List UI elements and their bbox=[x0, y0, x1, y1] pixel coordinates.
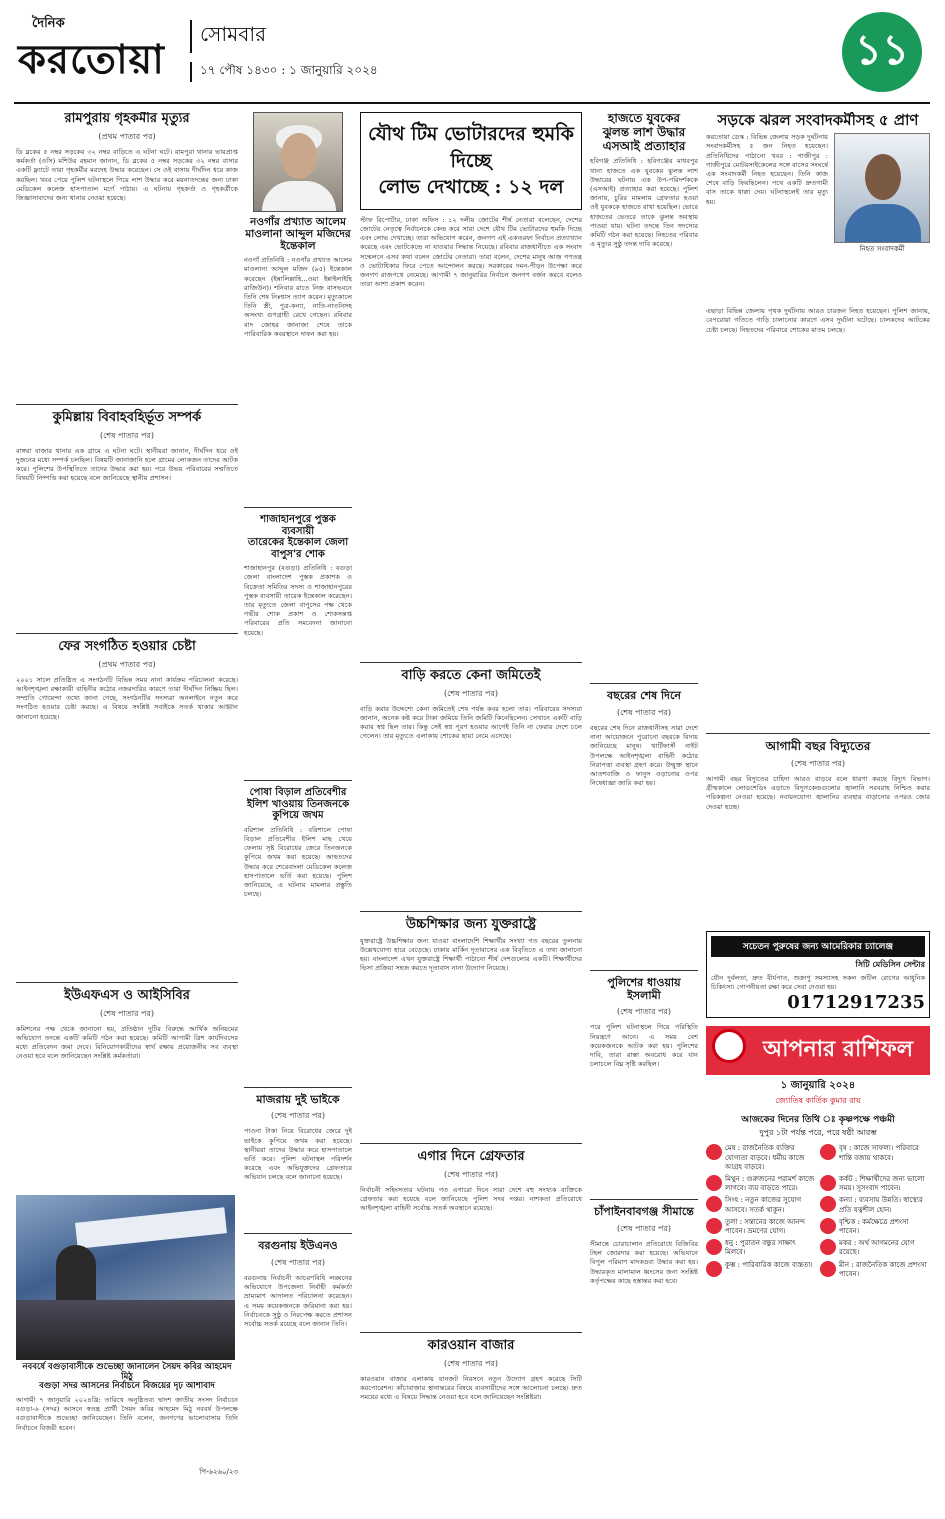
horoscope-item bbox=[706, 1144, 816, 1172]
continuation-note: (শেষ পাতার পর) bbox=[270, 1111, 326, 1121]
headline-obituary: নওগাঁর প্রখ্যাত আলেম মাওলানা আব্দুল মজিদের ইন্তেকাল bbox=[245, 216, 351, 253]
victim-face bbox=[865, 154, 901, 200]
column-3 bbox=[360, 112, 582, 1512]
horoscope-list bbox=[706, 1144, 930, 1282]
article-arrest: নির্বাচনী সহিংসতার ঘটনায় গত এগারো দিনে সারা দেশে বহু সংখ্যক ব্যক্তিকে গ্রেফতার করা হয়েছে বলে জানিয়েছে পুলিশ সদর দপ্তর। নাশকতা প্রতিরোধে আইনশৃঙ্খলা বাহিনী সর্বোচ্চ সতর্ক অবস্থানে রয়েছে। bbox=[360, 1185, 582, 1212]
article-cumilla: বাঙ্গরা বাজার থানার এক গ্রামে এ ঘটনা ঘটে। স্থানীয়রা জানান, দীর্ঘদিন ধরে ওই দুজনের মধ্যে সম্পর্ক চলছিল। বিষয়টি জানাজানি হলে গ্রামের লোকজন তাদের আটক করে। পুলিশের উপস্থিতিতে তাদের উদ্ধার করা হয়। পরে উভয় পরিবারের সম্মতিতে বিষয়টি নিষ্পত্তি করা হয়েছে বলে জানিয়েছে স্থানীয় প্রশাসন। bbox=[16, 446, 238, 483]
horoscope-item-text: সিংহ : নতুন কাজের সুযোগ আসবে। সতর্ক থাকুন। bbox=[725, 1196, 802, 1214]
horoscope-title: আপনার রাশিফল bbox=[762, 1036, 914, 1063]
continuation-note: (শেষ পাতার পর) bbox=[99, 1008, 155, 1018]
divider bbox=[360, 1332, 582, 1333]
headline-cat: পোষা বিড়াল প্রতিবেশীর ইলিশ খাওয়ায় তিনজনকে কুপিয়ে জখম bbox=[246, 787, 350, 822]
article-shajahanpur: শাজাহানপুর (বগুড়া) প্রতিনিধি : বগুড়া জেলা বাংলাদেশ পুস্তক প্রকাশক ও বিক্রেতা সমিতির সদস্য ও শাজাহানপুরের পুস্তক ব্যবসায়ী তারেক ইন্তেকাল করেছেন। তার মৃত্যুতে জেলা বাপুসের পক্ষ থেকে গভীর শোক প্রকাশ ও শোকসন্তপ্ত পরিবারের প্রতি সমবেদনা জানানো হয়েছে। bbox=[244, 564, 352, 637]
headline-ufs: ইউএফএস ও আইসিবির bbox=[64, 987, 190, 1003]
zodiac-sign-icon bbox=[820, 1261, 836, 1277]
headline-electricity: আগামী বছর বিদ্যুতের bbox=[765, 739, 871, 754]
horoscope-item-text: কর্কট : শিক্ষার্থীদের জন্য ভালো সময়। সুসংবাদ পাবেন। bbox=[839, 1175, 925, 1193]
headline-rampura: রামপুরায় গৃহকর্মীর মৃত্যুর bbox=[64, 112, 190, 126]
continuation-note: (শেষ পাতার পর) bbox=[443, 1358, 499, 1368]
headline-border: চাঁপাইনবাবগঞ্জ সীমান্তে bbox=[594, 1205, 694, 1219]
article-land: বাড়ি করার উদ্দেশ্যে কেনা জমিতেই শেষ পর্যন্ত কবর হলো তার। পরিবারের সদস্যরা জানান, অনেক কষ্ট করে টাকা জমিয়ে তিনি জমিটি কিনেছিলেন। সেখানে একটি বাড়ি করার স্বপ্ন ছিল তার। কিন্তু সেই স্বপ্ন পূরণ হওয়ার আগেই তিনি না ফেরার দেশে চলে গেলেন। তার মৃত্যুতে এলাকায় শোকের ছায়া নেমে এসেছে। bbox=[360, 704, 582, 741]
continuation-note: (শেষ পাতার পর) bbox=[616, 1223, 672, 1233]
divider bbox=[16, 633, 238, 634]
horoscope-date: ১ জানুয়ারি ২০২৪ bbox=[780, 1080, 856, 1092]
article-barguna: বরগুনায় নির্বাচনী আচরণবিধি লঙ্ঘনের অভিযোগে উপজেলা নির্বাহী কর্মকর্তা ভ্রাম্যমাণ আদালত পরিচালনা করেছেন। এ সময় কয়েকজনকে জরিমানা করা হয়। নির্বাচনকে সুষ্ঠু ও নিরপেক্ষ করতে প্রশাসন সর্বোচ্চ সতর্ক রয়েছে বলে জানান তিনি। bbox=[244, 1273, 352, 1328]
article-police-chase: পরে পুলিশ ঘটনাস্থলে গিয়ে পরিস্থিতি নিয়ন্ত্রণে আনে। এ সময় বেশ কয়েকজনকে আটক করা হয়। পুলিশের দাবি, তারা রাস্তা অবরোধ করে যান চলাচলে বিঘ্ন সৃষ্টি করছিল। bbox=[590, 1023, 698, 1069]
column-5 bbox=[706, 112, 930, 1512]
continuation-note: (শেষ পাতার পর) bbox=[616, 708, 672, 718]
headline-police-chase: পুলিশের ধাওয়ায় ইসলামী bbox=[607, 976, 681, 1002]
horoscope-item bbox=[706, 1218, 816, 1236]
victim-shirt bbox=[845, 204, 921, 243]
horoscope-tithi: আজকের দিনের তিথি ঃ কৃষ্ণপক্ষে পঞ্চমী bbox=[741, 1115, 895, 1126]
headline-road-accident: সড়কে ঝরল সংবাদকর্মীসহ ৫ প্রাণ bbox=[717, 112, 919, 129]
ad-text: যৌন দুর্বলতা, দ্রুত বীর্যপাত, শুক্রাণু সমস্যাসহ সকল জটিল রোগের আধুনিক চিকিৎসা। গোপনীয়তা রক্ষা করে সেবা দেওয়া হয়। bbox=[711, 974, 925, 992]
continuation-note: (শেষ পাতার পর) bbox=[270, 1257, 326, 1267]
divider bbox=[590, 970, 698, 971]
continuation-note: (শেষ পাতার পর) bbox=[616, 1007, 672, 1017]
victim-caption: নিহত সংবাদকর্মী bbox=[859, 245, 905, 254]
zodiac-sign-icon bbox=[706, 1196, 722, 1212]
horoscope-time: দুপুর ১টা পর্যন্ত পরে, পরে ষষ্ঠী আরম্ভ bbox=[759, 1128, 877, 1138]
ad-ref: পি-৬২৬০/২৩ bbox=[199, 1468, 238, 1477]
continuation-note: (প্রথম পাতার পর) bbox=[98, 659, 156, 669]
headline-shajahanpur: শাজাহানপুরে পুস্তক ব্যবসায়ী তারেকের ইন্তেকাল জেলা বাপুস'র শোক bbox=[247, 514, 349, 560]
horoscope-item-text: বৃষ : কাজে সাফল্য। পরিবারে শান্তি বজায় থাকবে। bbox=[839, 1144, 919, 1162]
banner-shape bbox=[75, 1207, 227, 1249]
horoscope-item-text: তুলা : সন্তানের কাজে আনন্দ পাবেন। ভ্রমণের যোগ। bbox=[725, 1217, 806, 1236]
article-cat: বরিশাল প্রতিনিধি : বরিশালে পোষা বিড়াল প্রতিবেশীর ইলিশ মাছ খেয়ে ফেলায় সৃষ্ট বিরোধের জেরে তিনজনকে কুপিয়ে জখম করা হয়েছে। আহতদের উদ্ধার করে শেরেবাংলা মেডিকেল কলেজ হাসপাতালে ভর্তি করা হয়েছে। পুলিশ জানিয়েছে, এ ঘটনায় মামলার প্রস্তুতি চলছে। bbox=[244, 825, 352, 899]
victim-photo bbox=[834, 133, 930, 243]
horoscope-item-text: মকর : অর্থ আগমনের যোগ রয়েছে। bbox=[839, 1239, 915, 1257]
divider bbox=[706, 733, 930, 734]
horoscope-item-text: কন্যা : ব্যবসায় উন্নতি। স্বাস্থ্যের প্রতি যত্নশীল হোন। bbox=[839, 1196, 923, 1214]
horoscope-item bbox=[706, 1196, 816, 1214]
divider bbox=[16, 982, 238, 983]
headline-arrest: এগার দিনে গ্রেফতার bbox=[417, 1148, 525, 1164]
masthead-day: সোমবার bbox=[190, 20, 266, 53]
article-road-accident: করতোয়া ডেস্ক : বিভিন্ন জেলায় সড়ক দুর্ঘটনায় সংবাদকর্মীসহ ৫ জন নিহত হয়েছেন। প্রতিনিধিদের পাঠানো খবর : গাজীপুর : গাজীপুরে মোটরসাইকেলের সঙ্গে বাসের সংঘর্ষে এক সংবাদকর্মী নিহত হয়েছেন। তিনি কাজ শেষে বাড়ি ফিরছিলেন। পথে একটি দ্রুতগামী বাস তাকে ধাক্কা দেয়। ঘটনাস্থলেই তার মৃত্যু হয়। bbox=[706, 133, 828, 206]
headline-custody: হাজতে যুবকের ঝুলন্ত লাশ উদ্ধার এসআই প্রত্যাহার bbox=[602, 112, 686, 153]
horoscope-item-text: ধনু : পুরাতন বন্ধুর সাক্ষাৎ মিলবে। bbox=[725, 1239, 796, 1257]
zodiac-sign-icon bbox=[820, 1218, 836, 1234]
article-electricity: আগামী বছর বিদ্যুতের চাহিদা আরও বাড়বে বলে ধারণা করছে বিদ্যুৎ বিভাগ। গ্রীষ্মকালে লোডশেডিং এড়াতে বিদ্যুৎকেন্দ্রগুলোর জ্বালানি সরবরাহ নিশ্চিত করার পরিকল্পনা নেওয়া হয়েছে। নবায়নযোগ্য জ্বালানির ব্যবহার বাড়ানোর ওপরও জোর দেওয়া হচ্ছে। bbox=[706, 775, 930, 811]
zodiac-sign-icon bbox=[706, 1261, 722, 1277]
zodiac-sign-icon bbox=[706, 1175, 722, 1191]
divider bbox=[244, 1087, 352, 1088]
horoscope-item bbox=[820, 1196, 930, 1214]
divider bbox=[590, 683, 698, 684]
article-lead: স্টাফ রিপোর্টার, ঢাকা অফিস : ১২ দলীয় জোটের শীর্ষ নেতারা বলেছেন, দেশের জোটের নেতৃত্বে নির্বাচনকে কেন্দ্র করে সারা দেশে যৌথ টিম ভোটারদের হুমকি দিচ্ছে এবং লোভ দেখাচ্ছে। তারা অভিযোগ করেন, জনগণ এই একতরফা নির্বাচন প্রত্যাখ্যান করেছে এবং ভোটকেন্দ্রে না যাওয়ার সিদ্ধান্ত নিয়েছে। রবিবার রাজধানীতে এক সংবাদ সম্মেলনে এসব কথা বলেন জোটের নেতারা। তারা বলেন, দেশের মানুষ আজ গণতন্ত্র ও ভোটাধিকার ফিরে পেতে আন্দোলন করছে। সরকারের দমন-পীড়ন উপেক্ষা করে জনগণ রাজপথে নেমেছে। আগামী ৭ জানুয়ারির নির্বাচন জনগণ বর্জন করবে বলেও তারা আশা প্রকাশ করেন। bbox=[360, 215, 582, 289]
headline-regroup: ফের সংগঠিত হওয়ার চেষ্টা bbox=[58, 638, 196, 654]
photo-caption: নববর্ষে বগুড়াবাসীকে শুভেচ্ছা জানালেন সৈয়দ কবির আহমেদ মিঠু বগুড়া সদর আসনের নির্বাচনে বিজয়ের দৃঢ় আশাবাদ bbox=[22, 1361, 232, 1392]
crowd-shape bbox=[16, 1300, 235, 1360]
zodiac-sign-icon bbox=[706, 1218, 722, 1234]
zodiac-sign-icon bbox=[820, 1196, 836, 1212]
horoscope-item bbox=[820, 1239, 930, 1257]
rally-photo bbox=[16, 1195, 235, 1360]
horoscope-item-text: বৃশ্চিক : কর্মক্ষেত্রে প্রশংসা পাবেন। bbox=[839, 1217, 909, 1236]
headline-usa: উচ্চশিক্ষার জন্য যুক্তরাষ্ট্রে bbox=[405, 916, 537, 932]
headline-barguna: বরগুনায় ইউএনও bbox=[258, 1239, 338, 1253]
article-year-end: বছরের শেষ দিনে রাজধানীসহ সারা দেশে নানা আয়োজনে পুরোনো বছরকে বিদায় জানিয়েছে মানুষ। থার্টিফার্স্ট নাইট উপলক্ষে আইনশৃঙ্খলা বাহিনী কঠোর নিরাপত্তা ব্যবস্থা গ্রহণ করে। উন্মুক্ত স্থানে আতশবাজি ও ফানুস ওড়ানোর ওপর নিষেধাজ্ঞা জারি করা হয়। bbox=[590, 724, 698, 788]
continuation-note: (প্রথম পাতার পর) bbox=[98, 131, 156, 141]
horoscope-item bbox=[820, 1144, 930, 1172]
article-obituary: নওগাঁ প্রতিনিধি : নওগাঁর প্রখ্যাত আলেম মাওলানা আব্দুল মজিদ (৯৫) ইন্তেকাল করেছেন (ইন্নালিল্লাহি...ওয়া ইন্নাইলাইহি রাজিউন)। শনিবার রাতে নিজ বাসভবনে তিনি শেষ নিঃশ্বাস ত্যাগ করেন। মৃত্যুকালে তিনি স্ত্রী, পুত্র-কন্যা, নাতি-নাতনিসহ অসংখ্য গুণগ্রাহী রেখে গেছেন। রবিবার বাদ জোহর জানাজা শেষে তাকে পারিবারিক কবরস্থানে দাফন করা হয়। bbox=[244, 256, 352, 338]
horoscope-item-text: মিথুন : গুরুজনের পরামর্শ কাজে লাগবে। ব্যয় বাড়তে পারে। bbox=[725, 1175, 815, 1193]
horoscope-item bbox=[820, 1261, 930, 1279]
continuation-note: (শেষ পাতার পর) bbox=[443, 1169, 499, 1179]
article-ufs: কমিশনের পক্ষ থেকে জানানো হয়, প্রতিষ্ঠান দুটির বিরুদ্ধে আর্থিক অনিয়মের অভিযোগ তদন্তে একটি কমিটি গঠন করা হয়েছে। কমিটি আগামী ত্রিশ কার্যদিবসের মধ্যে প্রতিবেদন জমা দেবে। বিনিয়োগকারীদের স্বার্থ রক্ষায় প্রয়োজনীয় সব ব্যবস্থা নেওয়া হবে বলে জানিয়েছেন সংশ্লিষ্ট কর্মকর্তারা। bbox=[16, 1024, 238, 1061]
continuation-note: (শেষ পাতার পর) bbox=[443, 688, 499, 698]
zodiac-sign-icon bbox=[820, 1175, 836, 1191]
divider bbox=[244, 507, 352, 508]
obituary-portrait bbox=[253, 112, 343, 212]
horoscope-item bbox=[820, 1218, 930, 1236]
article-border: সীমান্তে চোরাচালান প্রতিরোধে বিজিবির টহল জোরদার করা হয়েছে। অভিযানে বিপুল পরিমাণ মাদকদ্রব্য উদ্ধার করা হয়। উদ্ধারকৃত মালামাল ধ্বংসের জন্য সংশ্লিষ্ট কর্তৃপক্ষের কাছে হস্তান্তর করা হবে। bbox=[590, 1239, 698, 1285]
article-custody: হবিগঞ্জ প্রতিনিধি : হবিগঞ্জের মাধবপুর থানা হাজতে এক যুবকের ঝুলন্ত লাশ উদ্ধারের ঘটনায় এক উপ-পরিদর্শককে (এসআই) প্রত্যাহার করা হয়েছে। পুলিশ জানায়, চুরির মামলায় গ্রেফতার হওয়া ওই যুবককে হাজতে রাখা হয়েছিল। ভোরে হাজতের ভেতরে তাকে ঝুলন্ত অবস্থায় পাওয়া যায়। ঘটনা তদন্তে তিন সদস্যের কমিটি গঠন করা হয়েছে। নিহতের পরিবার এ মৃত্যুর সুষ্ঠু তদন্ত দাবি করেছে। bbox=[590, 157, 698, 249]
divider bbox=[244, 1233, 352, 1234]
medical-ad bbox=[706, 931, 930, 1018]
zodiac-sign-icon bbox=[820, 1239, 836, 1255]
column-4 bbox=[590, 112, 698, 1512]
article-road-accident-cont: এছাড়া বিভিন্ন জেলায় পৃথক দুর্ঘটনায় আরও চারজন নিহত হয়েছেন। পুলিশ জানায়, বেপরোয়া গতিতে গাড়ি চালানোর কারণে এসব দুর্ঘটনা ঘটেছে। চালকদের আটকের চেষ্টা চলছে। নিহতদের পরিবারে শোকের মাতম চলছে। bbox=[706, 307, 930, 334]
horoscope-author: জ্যোতিষ কার্তিক কুমার রায় bbox=[775, 1096, 861, 1106]
article-two-brothers: পাওনা টাকা নিয়ে বিরোধের জেরে দুই ভাইকে কুপিয়ে জখম করা হয়েছে। স্থানীয়রা তাদের উদ্ধার করে হাসপাতালে ভর্তি করে। পুলিশ ঘটনাস্থল পরিদর্শন করেছে এবং অভিযুক্তদের গ্রেফতারে অভিযান চলছে বলে জানানো হয়েছে। bbox=[244, 1127, 352, 1182]
ad-title: সচেতন পুরুষের জন্য আমেরিকার চ্যালেঞ্জ bbox=[711, 936, 925, 957]
portrait-shirt bbox=[262, 181, 336, 212]
headline-cumilla: কুমিল্লায় বিবাহবহির্ভূত সম্পর্ক bbox=[52, 409, 202, 425]
divider bbox=[244, 780, 352, 781]
masthead-date: ১৭ পৌষ ১৪৩০ : ১ জানুয়ারি ২০২৪ bbox=[190, 62, 378, 82]
horoscope-item-text: মীন : রাজনৈতিক কাজে প্রশংসা পাবেন। bbox=[839, 1260, 927, 1278]
horoscope-section bbox=[706, 1026, 930, 1282]
horoscope-item bbox=[706, 1239, 816, 1257]
zodiac-wheel-icon bbox=[712, 1029, 746, 1063]
headline-two-brothers: মাজরায় দুই ভাইকে bbox=[256, 1092, 340, 1106]
lead-headline: যৌথ টিম ভোটারদের হুমকি দিচ্ছে লোভ দেখাচ্ছে : ১২ দল bbox=[360, 112, 582, 210]
accident-lead-block bbox=[706, 133, 930, 303]
zodiac-sign-icon bbox=[706, 1239, 722, 1255]
horoscope-item bbox=[706, 1261, 816, 1279]
ad-brand: সিটি মেডিসিন সেন্টার bbox=[855, 959, 925, 970]
masthead bbox=[14, 4, 930, 104]
divider bbox=[360, 662, 582, 663]
horoscope-item-text: কুম্ভ : পারিবারিক কাজে ব্যস্ততা। bbox=[725, 1260, 813, 1269]
horoscope-header bbox=[706, 1026, 930, 1075]
page-number: ১১ bbox=[842, 12, 922, 92]
horoscope-item bbox=[706, 1175, 816, 1193]
column-2 bbox=[244, 112, 352, 1512]
horoscope-item bbox=[820, 1175, 930, 1193]
portrait-face bbox=[281, 133, 317, 179]
headline-year-end: বছরের শেষ দিনে bbox=[607, 689, 681, 703]
continuation-note: (শেষ পাতার পর) bbox=[790, 759, 846, 769]
masthead-daily: দৈনিক bbox=[32, 16, 65, 31]
article-regroup: ২০০১ সালে প্রতিষ্ঠিত এ সংগঠনটি বিভিন্ন সময় নানা কার্যক্রম পরিচালনা করেছে। আইনশৃঙ্খলা রক্ষাকারী বাহিনীর কঠোর নজরদারির কারণে তারা দীর্ঘদিন নিষ্ক্রিয় ছিল। সম্প্রতি গোয়েন্দা তথ্যে জানা গেছে, সংগঠনটির সদস্যরা অনলাইনে নতুন করে সংগঠিত হওয়ার চেষ্টা করছে। এ বিষয়ে সংশ্লিষ্ট সবাইকে সতর্ক থাকার আহ্বান জানানো হয়েছে। bbox=[16, 675, 238, 721]
zodiac-sign-icon bbox=[706, 1144, 722, 1160]
continuation-note: (শেষ পাতার পর) bbox=[99, 430, 155, 440]
divider bbox=[360, 911, 582, 912]
newspaper-logo: করতোয়া bbox=[18, 36, 165, 83]
zodiac-sign-icon bbox=[820, 1144, 836, 1160]
article-greeting: আগামী ৭ জানুয়ারি ২০২৪খ্রি: তারিখে অনুষ্ঠিতব্য দ্বাদশ জাতীয় সংসদ নির্বাচনে বগুড়া-৬ (সদর) আসনে স্বতন্ত্র প্রার্থী সৈয়দ কবির আহমেদ মিঠু নববর্ষ উপলক্ষে বগুড়াবাসীকে শুভেচ্ছা জানিয়েছেন। তিনি বলেন, জনগণের ভালোবাসায় তিনি নির্বাচনে বিজয়ী হবেন। bbox=[16, 1396, 238, 1432]
article-usa: যুক্তরাষ্ট্রে উচ্চশিক্ষার জন্য যাওয়া বাংলাদেশি শিক্ষার্থীর সংখ্যা গত বছরের তুলনায় উল্লেখযোগ্য হারে বেড়েছে। ঢাকায় মার্কিন দূতাবাসের এক বিবৃতিতে এ তথ্য জানানো হয়। বাংলাদেশ এখন যুক্তরাষ্ট্রে শিক্ষার্থী পাঠানো শীর্ষ দেশগুলোর একটি। শিক্ষার্থীদের ভিসা প্রক্রিয়া সহজ করতে দূতাবাস নানা উদ্যোগ নিয়েছে। bbox=[360, 936, 582, 973]
divider bbox=[590, 1199, 698, 1200]
article-karwan: কারওয়ান বাজার এলাকায় যানজট নিরসনে নতুন উদ্যোগ গ্রহণ করেছে সিটি করপোরেশন। কাঁচাবাজার স্থানান্তরের বিষয়ে ব্যবসায়ীদের সঙ্গে আলোচনা চলছে। দ্রুত সময়ের মধ্যে এ বিষয়ে সিদ্ধান্ত নেওয়া হবে বলে জানিয়েছেন সংশ্লিষ্টরা। bbox=[360, 1374, 582, 1401]
headline-karwan: কারওয়ান বাজার bbox=[427, 1337, 515, 1353]
ad-phone: 01712917235 bbox=[787, 992, 925, 1014]
article-rampura: ডি ব্লকের ৫ নম্বর সড়কের ৩২ নম্বর বাড়িতে এ ঘটনা ঘটে। রামপুরা থানার ভারপ্রাপ্ত কর্মকর্তা (ওসি) মশিউর রহমান জানান, ডি ব্লকের ৫ নম্বর সড়কের ৩২ নম্বর বাসার একটি ফ্ল্যাটে তারা গৃহকর্মীর মরদেহ উদ্ধার করেছেন। সে ওই বাসায় দীর্ঘদিন ধরে কাজ করছিল। খবর পেয়ে পুলিশ ঘটনাস্থলে গিয়ে লাশ উদ্ধার করে ময়নাতদন্তের জন্য ঢাকা মেডিকেল কলেজ হাসপাতাল মর্গে পাঠায়। এ ঘটনায় গৃহকর্তা ও গৃহকর্ত্রীকে জিজ্ঞাসাবাদের জন্য থানায় নেওয়া হয়েছে। bbox=[16, 147, 238, 202]
victim-photo-block bbox=[834, 133, 930, 303]
horoscope-item-text: মেষ : রাজনৈতিক ব্যক্তির যোগ্যতা বাড়বে। ধর্মীয় কাজে আগ্রহ বাড়বে। bbox=[725, 1144, 805, 1171]
divider bbox=[360, 1143, 582, 1144]
column-1 bbox=[16, 112, 238, 1512]
divider bbox=[16, 404, 238, 405]
headline-land: বাড়ি করতে কেনা জমিতেই bbox=[401, 667, 541, 683]
